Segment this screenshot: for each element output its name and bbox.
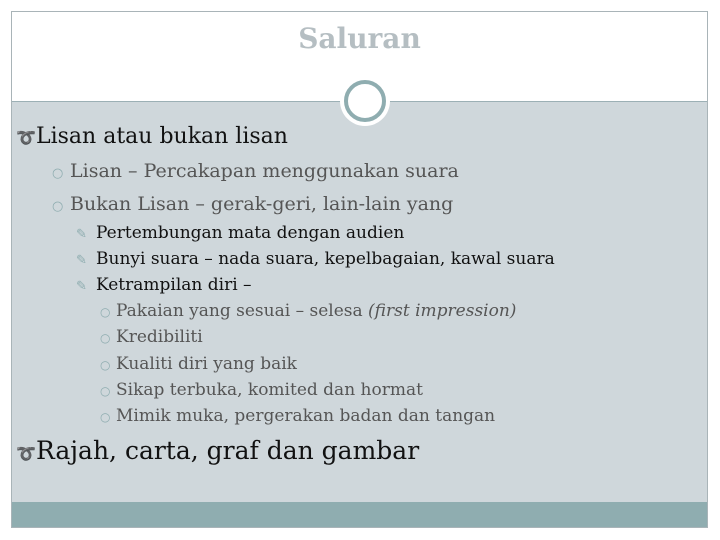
bullet-level1 xyxy=(16,436,419,465)
bullet-level3 xyxy=(76,223,404,243)
bullet-level3 xyxy=(76,275,252,295)
bullet-text: Pertembungan mata dengan audien xyxy=(96,223,405,243)
bullet-level2 xyxy=(52,193,453,215)
circle-bullet-icon: ○ xyxy=(52,166,64,181)
bullet-text: Lisan – Percakapan menggunakan suara xyxy=(70,160,459,182)
bullet-text: Ketrampilan diri – xyxy=(96,275,252,295)
footer-bar xyxy=(12,502,707,527)
bullet-text: Pakaian yang sesuai – selesa xyxy=(116,301,369,321)
bullet-text: Mimik muka, pergerakan badan dan tangan xyxy=(116,406,496,426)
bullet-text-italic: (first impression) xyxy=(368,301,517,321)
pencil-bullet-icon: ✎ xyxy=(76,227,87,242)
circle-bullet-icon: ○ xyxy=(100,358,111,372)
bullet-text: Bukan Lisan – gerak-geri, lain-lain yang xyxy=(70,193,454,215)
bullet-text: Rajah, carta, graf dan gambar xyxy=(36,436,420,465)
bullet-level4 xyxy=(100,406,495,426)
bullet-text: Bunyi suara – nada suara, kepelbagaian, kawal suara xyxy=(96,249,555,269)
circle-bullet-icon: ○ xyxy=(100,305,111,319)
circle-bullet-icon: ○ xyxy=(100,410,111,424)
bullet-level2 xyxy=(52,160,459,182)
circle-bullet-icon: ○ xyxy=(52,199,64,214)
bullet-text: Sikap terbuka, komited dan hormat xyxy=(116,380,423,400)
pencil-bullet-icon: ✎ xyxy=(76,253,87,268)
bullet-level4 xyxy=(100,301,516,321)
bullet-level3 xyxy=(76,249,555,269)
swirl-bullet-icon: ➰ xyxy=(16,444,36,463)
bullet-text: Kualiti diri yang baik xyxy=(116,354,297,374)
bullet-level4 xyxy=(100,354,297,374)
circle-bullet-icon: ○ xyxy=(100,331,111,345)
bullet-level4 xyxy=(100,380,423,400)
bullet-text: Kredibiliti xyxy=(116,327,203,347)
bullet-text: Lisan atau bukan lisan xyxy=(36,124,288,149)
decorative-circle-icon xyxy=(344,80,386,122)
bullet-level4 xyxy=(100,327,203,347)
pencil-bullet-icon: ✎ xyxy=(76,279,87,294)
swirl-bullet-icon: ➰ xyxy=(16,128,36,147)
bullet-level1 xyxy=(16,124,288,149)
slide-title: Saluran xyxy=(298,22,421,55)
circle-bullet-icon: ○ xyxy=(100,384,111,398)
